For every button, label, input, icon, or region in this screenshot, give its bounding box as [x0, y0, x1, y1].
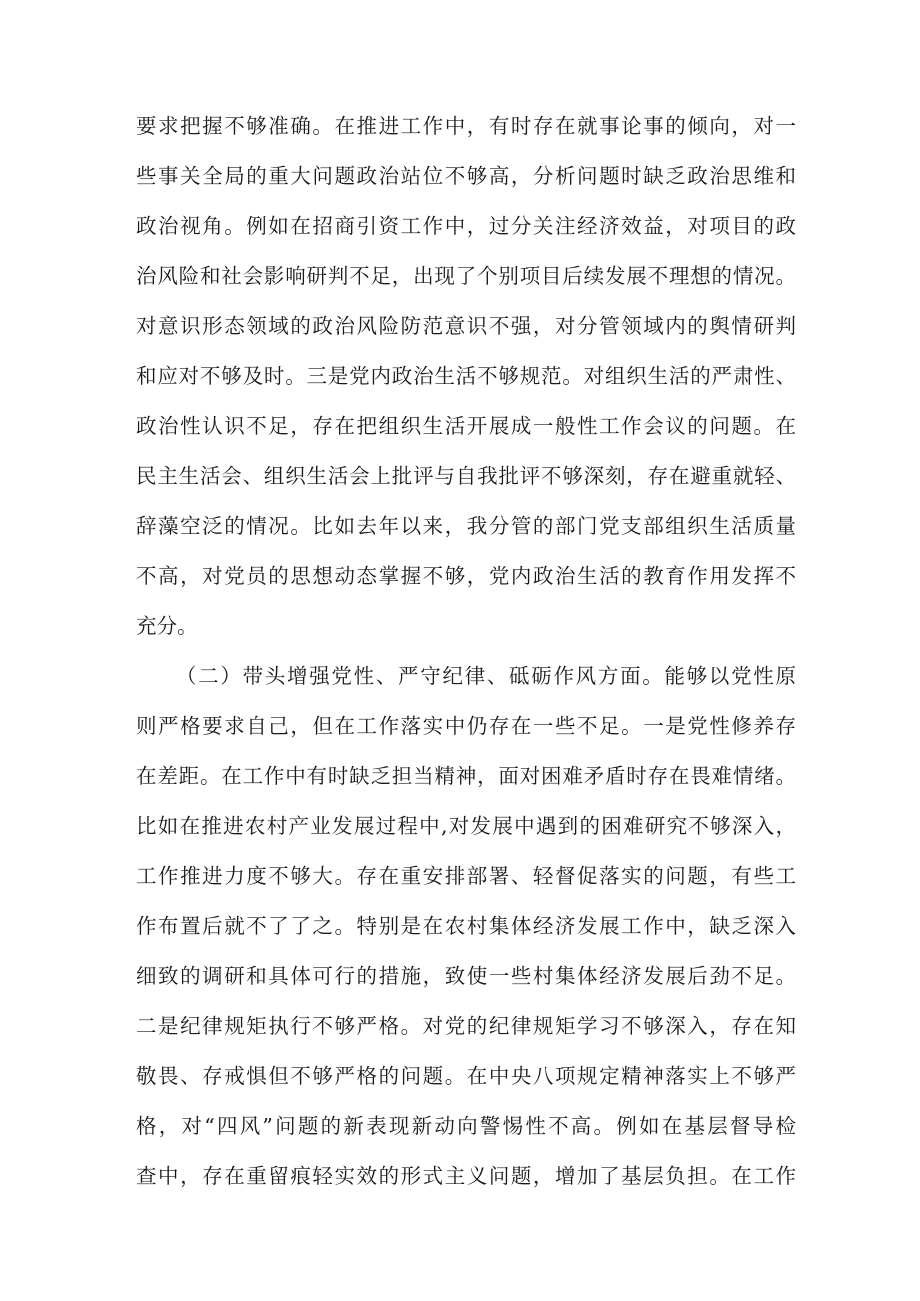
text-line-11: 充分。 — [136, 614, 198, 638]
text-line-18: 细致的调研和具体可行的措施，致使一些村集体经济发展后劲不足。 — [136, 964, 796, 988]
text-line-20: 敬畏、存戒惧但不够严格的问题。在中央八项规定精神落实上不够严 — [136, 1064, 796, 1088]
text-line-2: 些事关全局的重大问题政治站位不够高，分析问题时缺乏政治思维和 — [136, 164, 796, 188]
text-line-5: 对意识形态领域的政治风险防范意识不强，对分管领域内的舆情研判 — [136, 314, 796, 338]
text-line-22: 查中，存在重留痕轻实效的形式主义问题，增加了基层负担。在工作 — [136, 1164, 796, 1188]
text-line-8: 民主生活会、组织生活会上批评与自我批评不够深刻，存在避重就轻、 — [136, 464, 796, 488]
text-line-19: 二是纪律规矩执行不够严格。对党的纪律规矩学习不够深入，存在知 — [136, 1014, 796, 1038]
text-line-13: 则严格要求自己，但在工作落实中仍存在一些不足。一是党性修养存 — [136, 714, 796, 738]
text-line-10: 不高，对党员的思想动态掌握不够，党内政治生活的教育作用发挥不 — [136, 564, 796, 588]
text-line-7: 政治性认识不足，存在把组织生活开展成一般性工作会议的问题。在 — [136, 414, 796, 438]
text-line-1: 要求把握不够准确。在推进工作中，有时存在就事论事的倾向，对一 — [136, 114, 796, 138]
text-line-15: 比如在推进农村产业发展过程中,对发展中遇到的困难研究不够深入， — [136, 814, 796, 838]
text-line-17: 作布置后就不了了之。特别是在农村集体经济发展工作中，缺乏深入 — [136, 914, 796, 938]
text-line-3: 政治视角。例如在招商引资工作中，过分关注经济效益，对项目的政 — [136, 214, 796, 238]
text-line-14: 在差距。在工作中有时缺乏担当精神，面对困难矛盾时存在畏难情绪。 — [136, 764, 796, 788]
text-line-16: 工作推进力度不够大。存在重安排部署、轻督促落实的问题，有些工 — [136, 864, 796, 888]
text-line-4: 治风险和社会影响研判不足，出现了个别项目后续发展不理想的情况。 — [136, 264, 796, 288]
section-heading-line: （二）带头增强党性、严守纪律、砥砺作风方面。能够以党性原 — [176, 664, 796, 688]
text-line-21: 格，对“四风”问题的新表现新动向警惕性不高。例如在基层督导检 — [136, 1114, 796, 1138]
text-line-6: 和应对不够及时。三是党内政治生活不够规范。对组织生活的严肃性、 — [136, 364, 796, 388]
text-line-9: 辞藻空泛的情况。比如去年以来，我分管的部门党支部组织生活质量 — [136, 514, 796, 538]
